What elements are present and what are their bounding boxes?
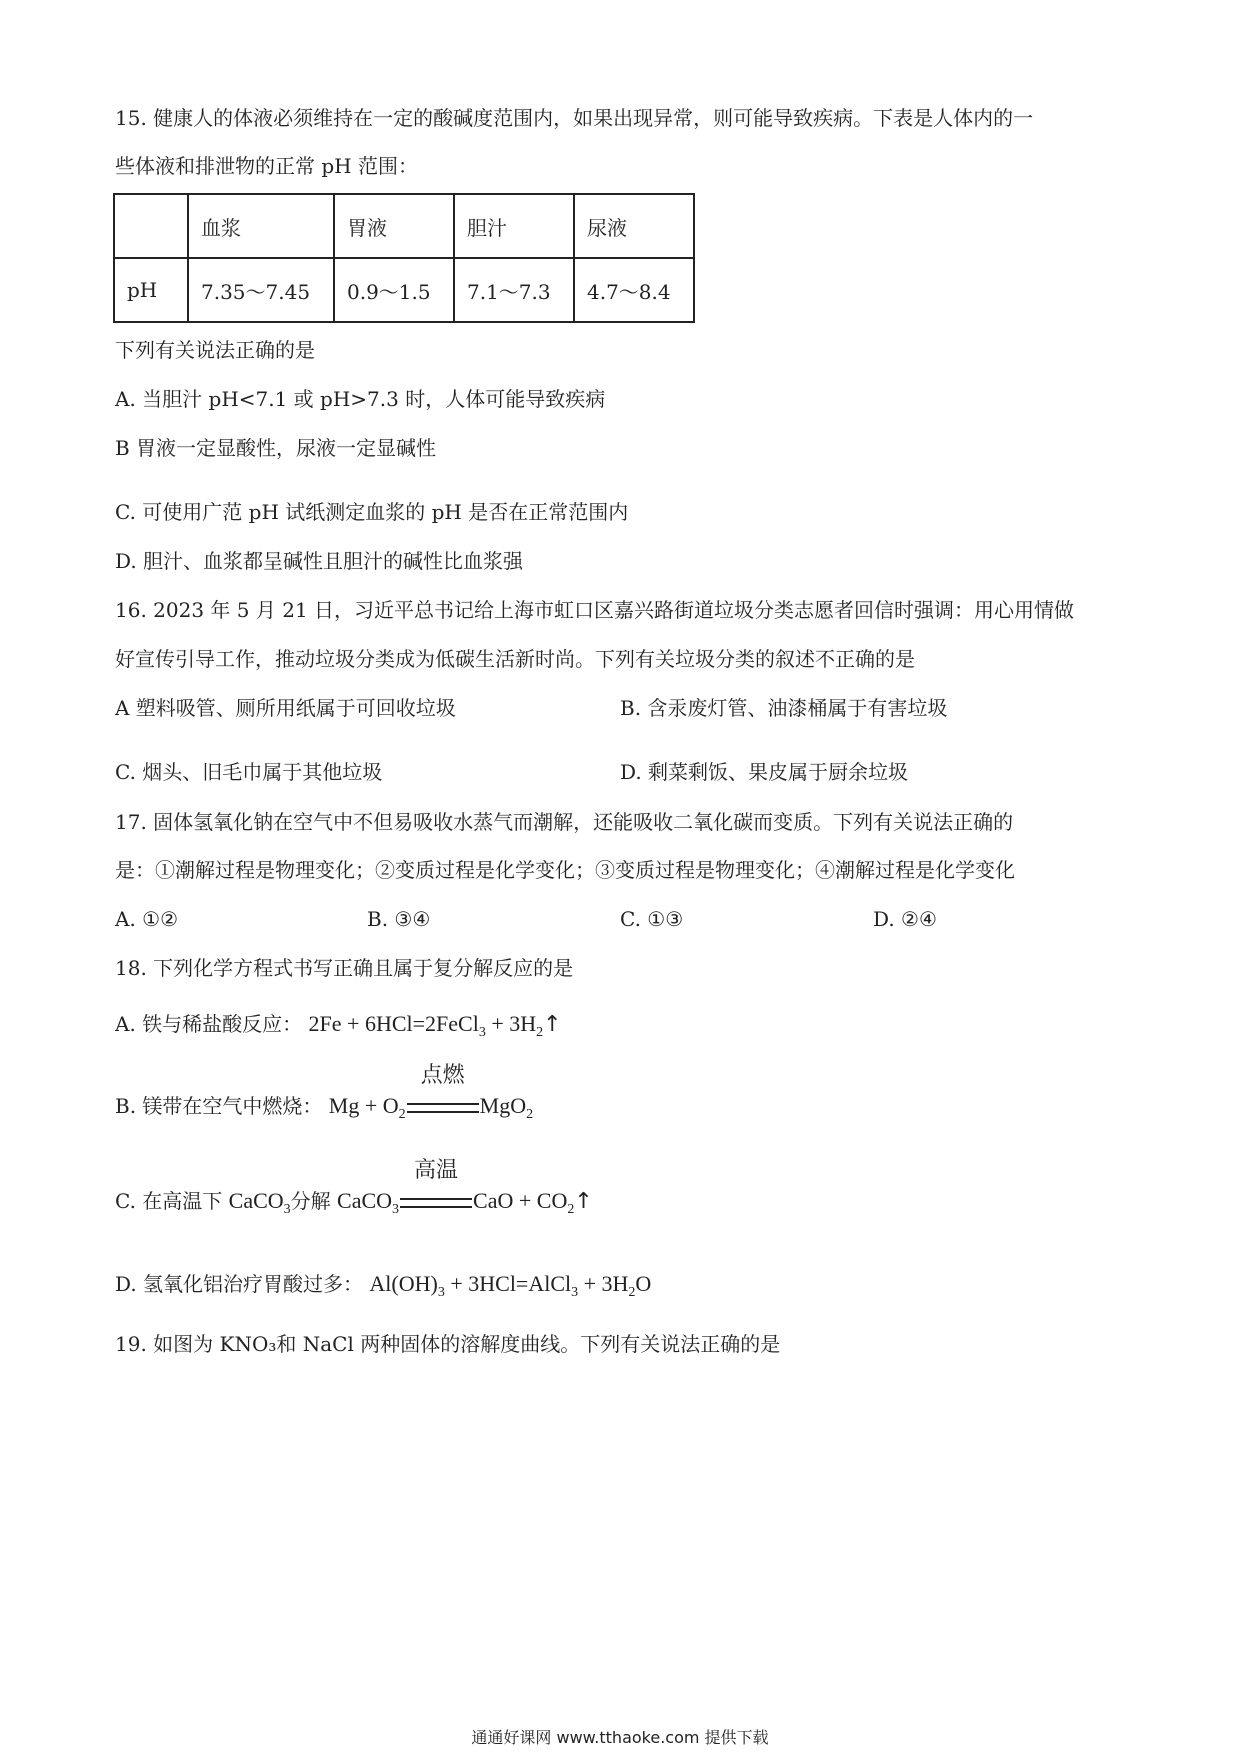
- q19-stem: 19. 如图为 KNO₃和 NaCl 两种固体的溶解度曲线。下列有关说法正确的是: [115, 1332, 781, 1356]
- q15-stem-line2: 些体液和排泄物的正常 pH 范围：: [115, 154, 418, 178]
- q17-option-c: C. ①③: [620, 907, 684, 931]
- q17-stem-line1: 17. 固体氢氧化钠在空气中不但易吸收水蒸气而潮解，还能吸收二氧化碳而变质。下列有关说法正确的: [115, 810, 1014, 834]
- q18-stem: 18. 下列化学方程式书写正确且属于复分解反应的是: [115, 956, 574, 980]
- q15-option-d: D. 胆汁、血浆都呈碱性且胆汁的碱性比血浆强: [115, 549, 524, 573]
- equals-bars-icon: [400, 1198, 472, 1208]
- formula-caco3: CaCO$_3$: [228, 1188, 291, 1217]
- q18-option-c-text: C. 在高温下: [115, 1189, 223, 1213]
- gas-arrow-icon: ↑: [543, 1012, 562, 1037]
- reaction-condition: [407, 1063, 479, 1120]
- table-header-cell: 尿液: [574, 194, 694, 258]
- footer-watermark: 通通好课网 www.tthaoke.com 提供下载: [471, 1728, 769, 1747]
- q18-option-a-text: A. 铁与稀盐酸反应：: [115, 1012, 303, 1036]
- q18-option-d-text: D. 氢氧化铝治疗胃酸过多：: [115, 1272, 364, 1296]
- q16-option-b: B. 含汞废灯管、油漆桶属于有害垃圾: [620, 696, 948, 720]
- condition-label: 高温: [414, 1158, 459, 1183]
- q15-option-c: C. 可使用广范 pH 试纸测定血浆的 pH 是否在正常范围内: [115, 500, 629, 524]
- table-cell: 4.7～8.4: [574, 258, 694, 322]
- equation-b: $Mg + O_2$ 点燃 MgO$_2$: [328, 1063, 534, 1122]
- ph-table: [113, 193, 695, 323]
- table-row: [114, 194, 694, 258]
- q17-stem-line2: 是：①潮解过程是物理变化；②变质过程是化学变化；③变质过程是物理变化；④潮解过程是化学变化: [115, 858, 1015, 882]
- q18-option-c: [115, 1158, 593, 1217]
- q18-option-c-mid: 分解: [290, 1189, 331, 1213]
- condition-label: 点燃: [420, 1063, 465, 1088]
- q16-option-c: C. 烟头、旧毛巾属于其他垃圾: [115, 760, 383, 784]
- q15-option-b: B 胃液一定显酸性，尿液一定显碱性: [115, 436, 437, 460]
- gas-arrow-icon: ↑: [574, 1189, 593, 1214]
- q15-option-a: A. 当胆汁 pH<7.1 或 pH>7.3 时，人体可能导致疾病: [115, 387, 606, 411]
- table-cell: 0.9～1.5: [334, 258, 454, 322]
- table-header-cell: 胆汁: [454, 194, 574, 258]
- q16-option-a: A 塑料吸管、厕所用纸属于可回收垃圾: [115, 696, 456, 720]
- q15-prompt: 下列有关说法正确的是: [115, 338, 315, 362]
- reaction-condition: [400, 1158, 472, 1215]
- table-cell: 7.1～7.3: [454, 258, 574, 322]
- q16-stem-line1: 16. 2023 年 5 月 21 日，习近平总书记给上海市虹口区嘉兴路街道垃圾分类志愿者回信时强调：用心用情做: [115, 598, 1075, 622]
- q17-option-b: B. ③④: [367, 907, 431, 931]
- table-header-cell: [114, 194, 188, 258]
- q17-option-a: A. ①②: [115, 907, 179, 931]
- equation-c: CaCO$_3$ 高温 CaO + $CO_2$: [337, 1158, 575, 1217]
- table-row: [114, 258, 694, 322]
- q15-stem-line1: 15. 健康人的体液必须维持在一定的酸碱度范围内，如果出现异常，则可能导致疾病。下表是人体内的一: [115, 106, 1034, 130]
- q18-option-b: [115, 1063, 534, 1122]
- table-cell: 7.35～7.45: [188, 258, 334, 322]
- equation-a: 2Fe + 6HCl=2FeCl$_3$ + $3H_2$: [308, 1011, 544, 1040]
- table-row-label: pH: [114, 258, 188, 322]
- q16-stem-line2: 好宣传引导工作，推动垃圾分类成为低碳生活新时尚。下列有关垃圾分类的叙述不正确的是: [115, 647, 915, 671]
- q17-option-d: D. ②④: [873, 907, 937, 931]
- equals-bars-icon: [407, 1103, 479, 1113]
- equation-d: $Al(OH)_3$ + 3HCl=AlCl$_3$ + $3H_2O$: [369, 1271, 652, 1300]
- q18-option-d: [115, 1270, 651, 1298]
- q18-option-b-text: B. 镁带在空气中燃烧：: [115, 1094, 323, 1118]
- table-header-cell: 胃液: [334, 194, 454, 258]
- table-header-cell: 血浆: [188, 194, 334, 258]
- q18-option-a: [115, 1010, 562, 1039]
- q16-option-d: D. 剩菜剩饭、果皮属于厨余垃圾: [620, 760, 909, 784]
